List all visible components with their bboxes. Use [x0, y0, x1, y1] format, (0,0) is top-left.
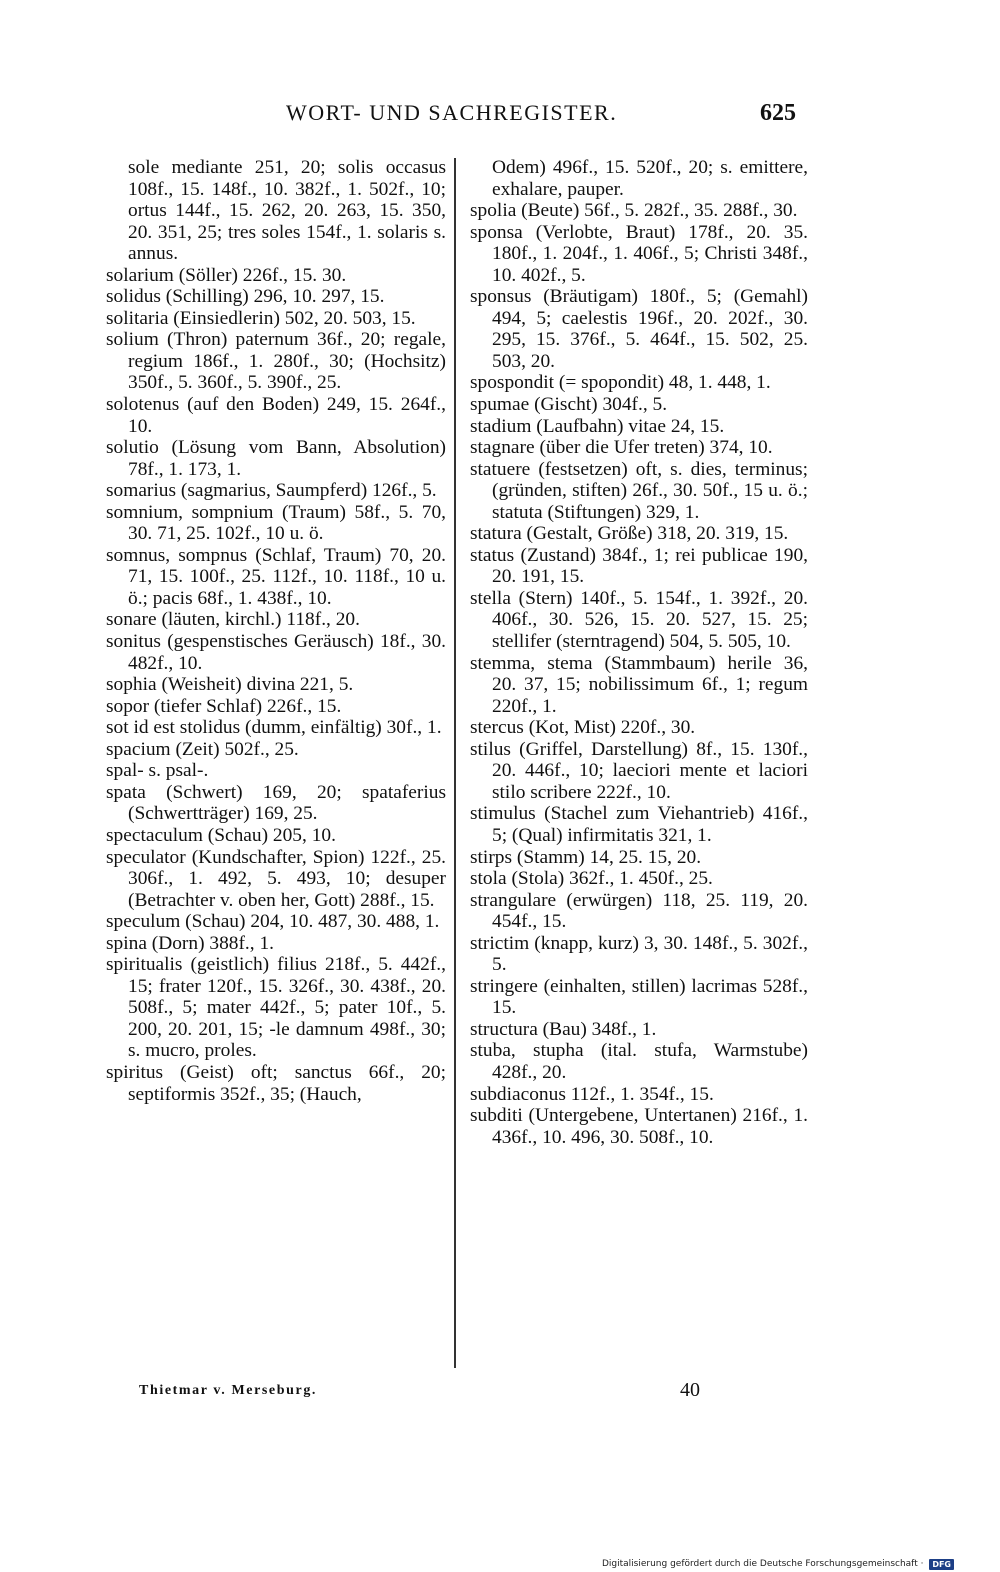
index-entry: solotenus (auf den Boden) 249, 15. 264f., 10.: [106, 394, 446, 437]
index-entry: spina (Dorn) 388f., 1.: [106, 932, 275, 954]
index-entry: subdiaconus 112f., 1. 354f., 15.: [470, 1083, 714, 1105]
left-column: [106, 157, 446, 1105]
index-entry: statura (Gestalt, Größe) 318, 20. 319, 15.: [470, 523, 789, 545]
page-header: [0, 100, 1000, 140]
index-entry: solutio (Lösung vom Bann, Absolution) 78f., 1. 173, 1.: [106, 437, 446, 480]
index-entry: strangulare (erwürgen) 118, 25. 119, 20. 454f., 15.: [470, 889, 808, 933]
index-entry: solarium (Söller) 226f., 15. 30.: [106, 264, 347, 286]
index-entry: somnus, sompnus (Schlaf, Traum) 70, 20. 71, 15. 100f., 25. 112f., 10. 118f., 10 u. ö.; pacis 68f., 1. 438f., 10.: [106, 544, 446, 609]
page-number: 625: [760, 100, 796, 126]
index-entry: speculator (Kundschafter, Spion) 122f., 25. 306f., 1. 492, 5. 493, 10; desuper (Betrachter v. oben her, Gott) 288f., 15.: [106, 846, 446, 911]
index-entry: stercus (Kot, Mist) 220f., 30.: [470, 717, 696, 739]
digitization-notice-text: Digitalisierung gefördert durch die Deutsche Forschungsgemeinschaft: [601, 1559, 918, 1569]
index-entry: subditi (Untergebene, Untertanen) 216f., 1. 436f., 10. 496, 30. 508f., 10.: [470, 1105, 808, 1148]
index-entry: spata (Schwert) 169, 20; spataferius (Schwertträger) 169, 25.: [106, 781, 446, 825]
index-entry: solium (Thron) paternum 36f., 20; regale, regium 186f., 1. 280f., 30; (Hochsitz) 350f., 5. 360f., 5. 390f., 25.: [106, 329, 446, 394]
index-entry: sponsa (Verlobte, Braut) 178f., 20. 35. 180f., 1. 204f., 1. 406f., 5; Christi 348f., 10. 402f., 5.: [470, 221, 808, 286]
running-title: WORT- UND SACHREGISTER.: [286, 100, 618, 125]
index-entry: stringere (einhalten, stillen) lacrimas 528f., 15.: [470, 975, 808, 1019]
sheet-number: 40: [680, 1379, 700, 1401]
index-entry: spal- s. psal-.: [106, 760, 209, 782]
index-entry: spumae (Gischt) 304f., 5.: [470, 394, 668, 416]
dfg-logo-badge: DFG: [929, 1559, 954, 1570]
index-entry: sopor (tiefer Schlaf) 226f., 15.: [106, 695, 342, 717]
index-entry: stirps (Stamm) 14, 25. 15, 20.: [470, 846, 702, 868]
index-entry: solitaria (Einsiedlerin) 502, 20. 503, 15.: [106, 307, 416, 329]
index-entry: stella (Stern) 140f., 5. 154f., 1. 392f., 20. 406f., 30. 526, 15. 20. 527, 15. 25; stellifer (sterntragend) 504, 5. 505, 10.: [470, 587, 808, 653]
right-column: [470, 157, 808, 1148]
index-entry: somnium, sompnium (Traum) 58f., 5. 70, 30. 71, 25. 102f., 10 u. ö.: [106, 501, 446, 545]
index-entry: stimulus (Stachel zum Viehantrieb) 416f., 5; (Qual) infirmitatis 321, 1.: [470, 803, 808, 846]
index-entry: somarius (sagmarius, Saumpferd) 126f., 5.: [106, 480, 437, 502]
index-entry: stagnare (über die Ufer treten) 374, 10.: [470, 437, 773, 459]
index-entry: strictim (knapp, kurz) 3, 30. 148f., 5. 302f., 5.: [470, 932, 808, 976]
index-entry: Odem) 496f., 15. 520f., 20; s. emittere, exhalare, pauper.: [492, 157, 808, 200]
index-entry: sot id est stolidus (dumm, einfältig) 30f., 1.: [106, 717, 442, 739]
index-entry: spacium (Zeit) 502f., 25.: [106, 738, 299, 760]
digitization-notice: [602, 1558, 954, 1570]
index-entry: stilus (Griffel, Darstellung) 8f., 15. 130f., 20. 446f., 10; laeciori mente et laciori stilo scribere 222f., 10.: [470, 738, 808, 803]
index-entry: sonare (läuten, kirchl.) 118f., 20.: [106, 609, 360, 631]
footer-signature: Thietmar v. Merseburg.: [139, 1383, 318, 1398]
index-entry: sole mediante 251, 20; solis occasus 108f., 15. 148f., 10. 382f., 1. 502f., 10; ortus 144f., 15. 262, 20. 263, 15. 350, 20. 351, 25; tres soles 154f., 1. solaris s. annus.: [128, 157, 446, 265]
index-entry: spiritualis (geistlich) filius 218f., 5. 442f., 15; frater 120f., 15. 326f., 30. 438f., 20. 508f., 5; mater 442f., 5; pater 10f., 5. 200, 20. 201, 15; -le damnum 498f., 30; s. mucro, proles.: [106, 954, 446, 1062]
index-entry: status (Zustand) 384f., 1; rei publicae 190, 20. 191, 15.: [470, 544, 808, 588]
index-entry: spectaculum (Schau) 205, 10.: [106, 824, 336, 846]
index-entry: spospondit (= spopondit) 48, 1. 448, 1.: [470, 372, 771, 394]
dfg-logo: ·: [917, 1559, 927, 1569]
index-entry: stola (Stola) 362f., 1. 450f., 25.: [470, 868, 713, 890]
index-entry: solidus (Schilling) 296, 10. 297, 15.: [106, 286, 385, 308]
index-entry: statuere (festsetzen) oft, s. dies, terminus; (gründen, stiften) 26f., 30. 50f., 15 u. ö.; statuta (Stiftungen) 329, 1.: [470, 458, 808, 523]
index-entry: speculum (Schau) 204, 10. 487, 30. 488, 1.: [106, 911, 440, 933]
index-entry: sonitus (gespenstisches Geräusch) 18f., 30. 482f., 10.: [106, 631, 446, 674]
column-divider: [454, 158, 456, 1368]
index-entry: stadium (Laufbahn) vitae 24, 15.: [470, 415, 725, 437]
index-entry: sponsus (Bräutigam) 180f., 5; (Gemahl) 494, 5; caelestis 196f., 20. 202f., 30. 295, 15. 376f., 5. 464f., 15. 502, 25. 503, 20.: [470, 286, 808, 372]
index-entry: stuba, stupha (ital. stufa, Warmstube) 428f., 20.: [470, 1040, 808, 1083]
index-entry: structura (Bau) 348f., 1.: [470, 1018, 657, 1040]
index-entry: spiritus (Geist) oft; sanctus 66f., 20; septiformis 352f., 35; (Hauch,: [106, 1061, 446, 1105]
index-entry: stemma, stema (Stammbaum) herile 36, 20. 37, 15; nobilissimum 6f., 1; regum 220f., 1.: [470, 652, 808, 717]
index-entry: sophia (Weisheit) divina 221, 5.: [106, 674, 354, 696]
index-entry: spolia (Beute) 56f., 5. 282f., 35. 288f., 30.: [470, 200, 798, 222]
